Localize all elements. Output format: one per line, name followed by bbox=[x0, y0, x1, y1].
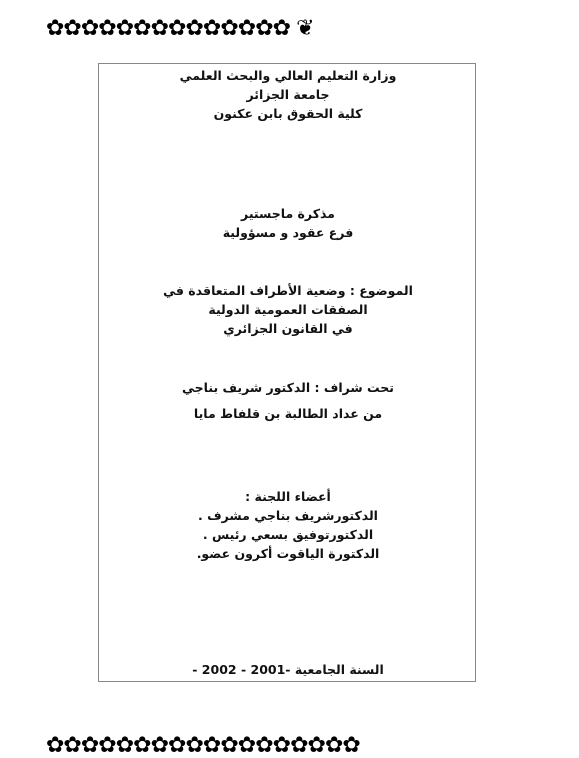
student-line: من عداد الطالبة بن قلفاط مايا bbox=[193, 406, 383, 421]
subject-line-2: الصفقات العمومية الدولية bbox=[208, 302, 368, 317]
committee-heading: أعضاء اللجنة : bbox=[245, 489, 331, 504]
supervisor-line: تحت شراف : الدكتور شريف بناجي bbox=[182, 380, 394, 395]
university-name: جامعة الجزائر bbox=[246, 87, 330, 102]
committee-member: الدكتورشريف بناجي مشرف . bbox=[198, 508, 378, 523]
faculty-name: كلية الحقوق بابن عكنون bbox=[213, 106, 363, 121]
thesis-type: مذكرة ماجستير bbox=[241, 206, 335, 221]
subject-line-1: الموضوع : وضعية الأطراف المتعاقدة في bbox=[163, 283, 413, 298]
decorative-border-top: ✿✿✿✿✿✿✿✿✿✿✿✿✿✿ ❦ bbox=[46, 16, 314, 41]
academic-year: السنة الجامعية -2001 - 2002 - bbox=[192, 662, 384, 677]
title-page-frame bbox=[98, 63, 476, 682]
thesis-branch: فرع عقود و مسؤولية bbox=[222, 225, 354, 240]
subject-line-3: في القانون الجزائري bbox=[223, 321, 353, 336]
committee-member: الدكتورة الياقوت أكرون عضو. bbox=[196, 546, 380, 561]
committee-member: الدكتورتوفيق بسعي رئيس . bbox=[202, 527, 374, 542]
decorative-border-bottom: ✿✿✿✿✿✿✿✿✿✿✿✿✿✿✿✿✿✿ bbox=[46, 733, 360, 758]
ministry-name: وزارة التعليم العالي والبحث العلمي bbox=[179, 68, 397, 83]
